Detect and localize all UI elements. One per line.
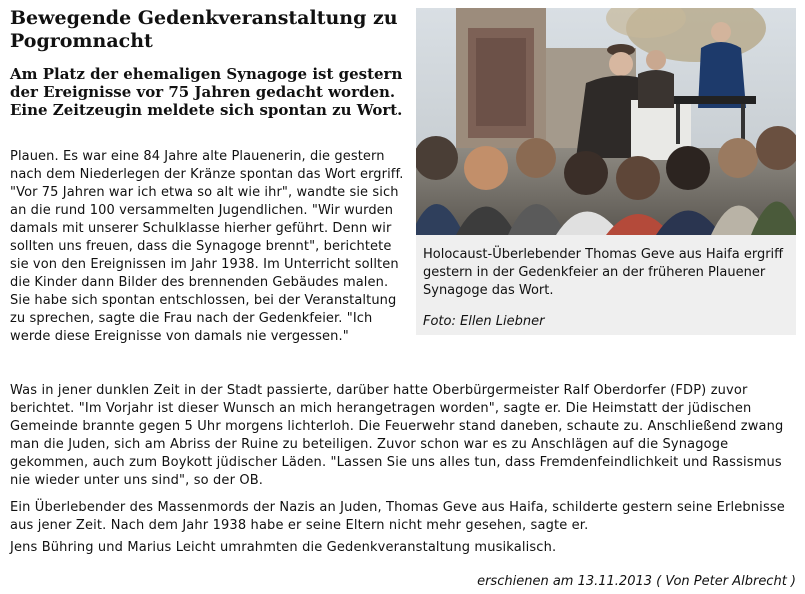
article-paragraph: Jens Bühring und Marius Leicht umrahmten die Gedenkveranstaltung musikalisch. <box>10 540 557 555</box>
article-paragraph: Was in jener dunklen Zeit in der Stadt passierte, darüber hatte Oberbürgermeister Ralf Oberdorfer (FDP) zuvor berichtet. "Im Vorjahr ist dieser Wunsch an mich herangetragen worden", sagte er. Die Heimstatt der jüdischen Gemeinde brannte gegen 5 Uhr morgens lichterloh. Die Feuerwehr stand daneben, schaute zu. Anschließend zwang man die Juden, sich am Abriss der Ruine zu beteiligen. Zuvor schon war es zu Anschlägen auf die Synagoge gekommen, auch zum Boykott jüdischer Läden. "Lassen Sie uns alles tun, dass Fremdenfeindlichkeit und Rassismus nie wieder unter uns sind", so der OB. <box>10 383 784 488</box>
article-teaser: Am Platz der ehemaligen Synagoge ist gestern der Ereignisse vor 75 Jahren gedacht worden. Eine Zeitzeugin meldete sich spontan zu Wort. <box>10 65 403 119</box>
photo-box <box>416 8 796 335</box>
article-photo <box>416 8 796 235</box>
article-paragraph: Plauen. Es war eine 84 Jahre alte Plauenerin, die gestern nach dem Niederlegen der Kränze spontan das Wort ergriff. "Vor 75 Jahren war ich etwa so alt wie ihr", wandte sie sich an die rund 100 versammelten Jugendlichen. "Wir wurden damals mit unserer Schulklasse hierher geführt. Denn wir sollten uns freuen, dass die Synagoge brennt", berichtete sie von den Ereignissen im Jahr 1938. Im Unterricht sollten die Kinder dann Bilder des brennenden Gebäudes malen. Sie habe sich spontan entschlossen, bei der Veranstaltung zu sprechen, sagte die Frau nach der Gedenkfeier. "Ich werde diese Ereignisse von damals nie vergessen." <box>10 149 404 344</box>
photo-illustration <box>416 8 796 235</box>
article-paragraph: Ein Überlebender des Massenmords der Nazis an Juden, Thomas Geve aus Haifa, schilderte gestern seine Erlebnisse aus jener Zeit. Nach dem Jahr 1938 habe er seine Eltern nicht mehr gesehen, sagte er. <box>10 500 785 533</box>
article-footer: erschienen am 13.11.2013 ( Von Peter Albrecht ) <box>477 574 796 589</box>
photo-caption: Holocaust-Überlebender Thomas Geve aus Haifa ergriff gestern in der Gedenkfeier an der früheren Plauener Synagoge das Wort. <box>423 247 784 298</box>
article-headline: Bewegende Gedenkveranstaltung zu Pogromnacht <box>10 7 398 52</box>
photo-credit: Foto: Ellen Liebner <box>423 314 545 329</box>
